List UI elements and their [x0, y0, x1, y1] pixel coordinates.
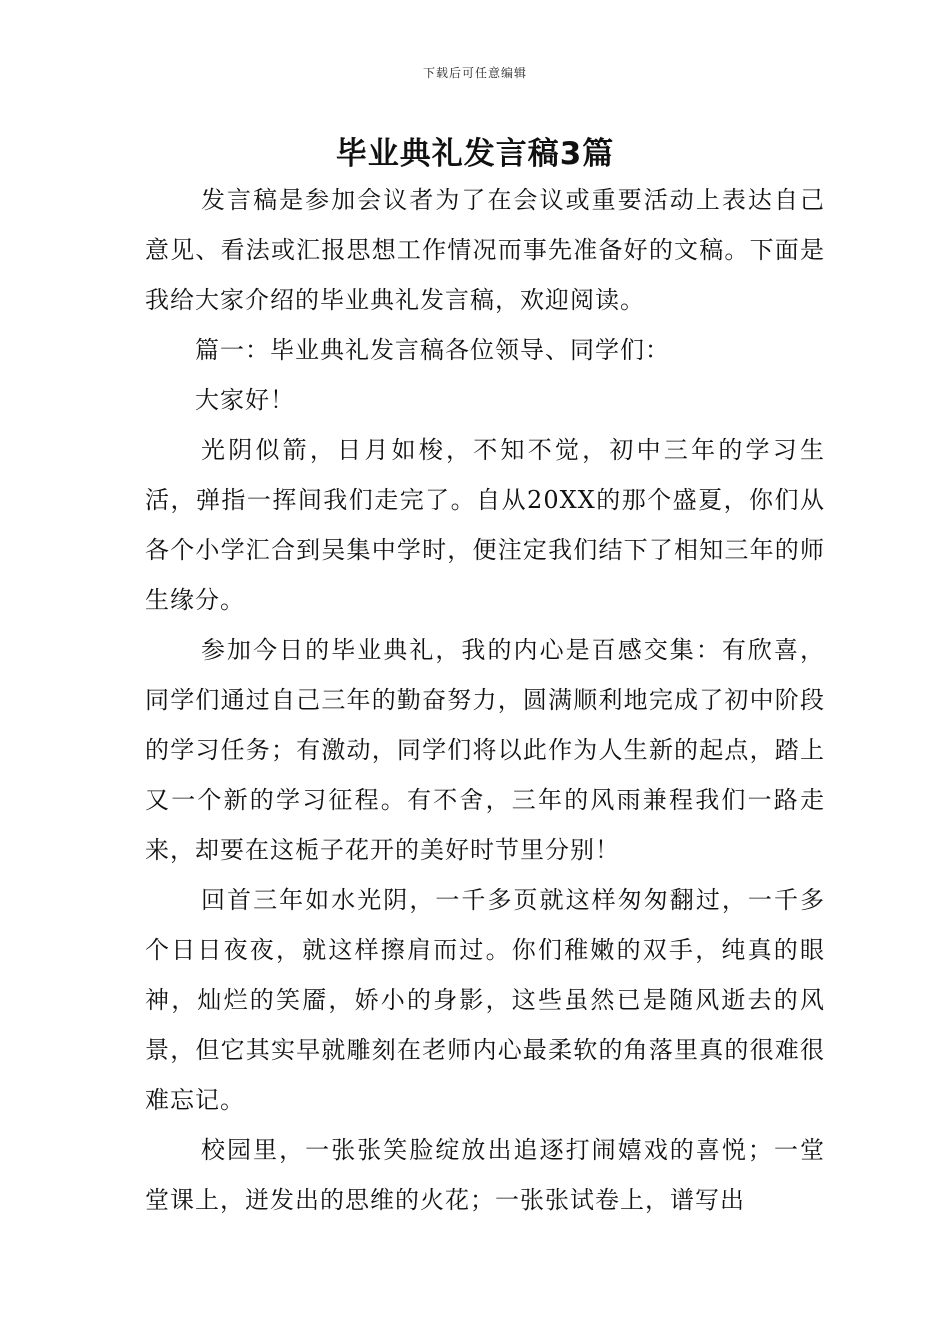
document-title: 毕业典礼发言稿3篇	[335, 136, 615, 172]
paragraph-part-one-heading: 篇一：毕业典礼发言稿各位领导、同学们：	[195, 336, 670, 364]
paragraph-intro: 发言稿是参加会议者为了在会议或重要活动上表达自己意见、看法或汇报思想工作情况而事先准备好的文稿。下面是我给大家介绍的毕业典礼发言稿，欢迎阅读。	[145, 186, 825, 314]
paragraph-ceremony-feelings: 参加今日的毕业典礼，我的内心是百感交集：有欣喜，同学们通过自己三年的勤奋努力，圆满顺利地完成了初中阶段的学习任务；有激动，同学们将以此作为人生新的起点，踏上又一个新的学习征程。有不舍，三年的风雨兼程我们一路走来，却要在这栀子花开的美好时节里分别！	[145, 636, 825, 864]
paragraph-greeting: 大家好！	[195, 386, 295, 414]
paragraph-campus-memories: 校园里，一张张笑脸绽放出追逐打闹嬉戏的喜悦；一堂堂课上，迸发出的思维的火花；一张张试卷上，谱写出	[145, 1136, 825, 1214]
document-body	[145, 175, 825, 1225]
paragraph-looking-back: 回首三年如水光阴，一千多页就这样匆匆翻过，一千多个日日夜夜，就这样擦肩而过。你们稚嫩的双手，纯真的眼神，灿烂的笑靥，娇小的身影，这些虽然已是随风逝去的风景，但它其实早就雕刻在老师内心最柔软的角落里真的很难很难忘记。	[145, 886, 825, 1114]
header-note: 下载后可任意编辑	[422, 66, 527, 80]
paragraph-time-flies: 光阴似箭，日月如梭，不知不觉，初中三年的学习生活，弹指一挥间我们走完了。自从20XX的那个盛夏，你们从各个小学汇合到吴集中学时，便注定我们结下了相知三年的师生缘分。	[145, 436, 825, 614]
